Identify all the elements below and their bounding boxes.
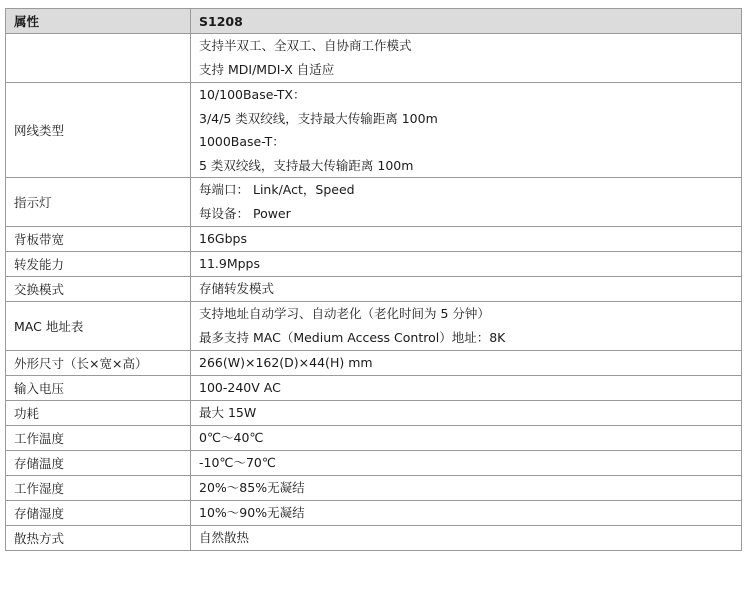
table-row xyxy=(6,401,742,426)
value-line: 100-240V AC xyxy=(199,380,281,395)
row-value xyxy=(191,178,742,227)
spec-table xyxy=(5,8,742,551)
row-label: 指示灯 xyxy=(6,178,191,227)
header-attribute: 属性 xyxy=(6,9,191,34)
value-line: 自然散热 xyxy=(199,530,250,545)
value-line: 10/100Base-TX： xyxy=(199,87,306,102)
row-value xyxy=(191,501,742,526)
value-line: 存储转发模式 xyxy=(199,281,275,296)
row-value xyxy=(191,34,742,83)
row-value xyxy=(191,227,742,252)
row-label: 功耗 xyxy=(6,401,191,426)
table-row xyxy=(6,277,742,302)
row-label: 外形尺寸（长×宽×高） xyxy=(6,351,191,376)
table-row xyxy=(6,426,742,451)
row-value xyxy=(191,376,742,401)
row-value xyxy=(191,277,742,302)
row-label xyxy=(6,34,191,83)
table-row xyxy=(6,376,742,401)
row-value xyxy=(191,451,742,476)
table-row xyxy=(6,34,742,83)
value-line: -10℃～70℃ xyxy=(199,455,276,470)
value-line: 10%～90%无凝结 xyxy=(199,505,305,520)
row-value xyxy=(191,476,742,501)
row-label: 网线类型 xyxy=(6,83,191,178)
table-row xyxy=(6,526,742,551)
row-label: 背板带宽 xyxy=(6,227,191,252)
row-label: 存储温度 xyxy=(6,451,191,476)
row-label: 交换模式 xyxy=(6,277,191,302)
row-label: 转发能力 xyxy=(6,252,191,277)
table-row xyxy=(6,451,742,476)
value-line: 5 类双绞线，支持最大传输距离 100m xyxy=(199,157,414,173)
row-label: 存储湿度 xyxy=(6,501,191,526)
value-line: 3/4/5 类双绞线，支持最大传输距离 100m xyxy=(199,110,438,126)
row-value xyxy=(191,426,742,451)
header-model: S1208 xyxy=(191,9,742,34)
value-line: 20%～85%无凝结 xyxy=(199,480,305,495)
row-label: 散热方式 xyxy=(6,526,191,551)
row-label: MAC 地址表 xyxy=(6,302,191,351)
value-line: 最大 15W xyxy=(199,405,257,420)
row-value xyxy=(191,302,742,351)
value-line: 11.9Mpps xyxy=(199,256,260,271)
table-row xyxy=(6,501,742,526)
table-row xyxy=(6,476,742,501)
row-label: 工作湿度 xyxy=(6,476,191,501)
value-line: 每端口： Link/Act，Speed xyxy=(199,182,355,197)
table-row xyxy=(6,302,742,351)
value-line: 0℃～40℃ xyxy=(199,430,264,445)
value-line: 1000Base-T： xyxy=(199,134,285,149)
row-label: 工作温度 xyxy=(6,426,191,451)
row-label: 输入电压 xyxy=(6,376,191,401)
value-line: 266(W)×162(D)×44(H) mm xyxy=(199,355,373,370)
row-value xyxy=(191,252,742,277)
value-line: 支持半双工、全双工、自协商工作模式 xyxy=(199,38,412,53)
value-line: 每设备： Power xyxy=(199,206,291,221)
value-line: 最多支持 MAC（Medium Access Control）地址：8K xyxy=(199,330,506,345)
table-row xyxy=(6,83,742,178)
table-row xyxy=(6,178,742,227)
value-line: 16Gbps xyxy=(199,231,247,246)
row-value xyxy=(191,401,742,426)
table-row xyxy=(6,252,742,277)
value-line: 支持 MDI/MDI-X 自适应 xyxy=(199,62,335,77)
row-value xyxy=(191,83,742,178)
table-row xyxy=(6,351,742,376)
table-header-row xyxy=(6,9,742,34)
table-row xyxy=(6,227,742,252)
value-line: 支持地址自动学习、自动老化（老化时间为 5 分钟） xyxy=(199,306,490,321)
row-value xyxy=(191,351,742,376)
row-value xyxy=(191,526,742,551)
